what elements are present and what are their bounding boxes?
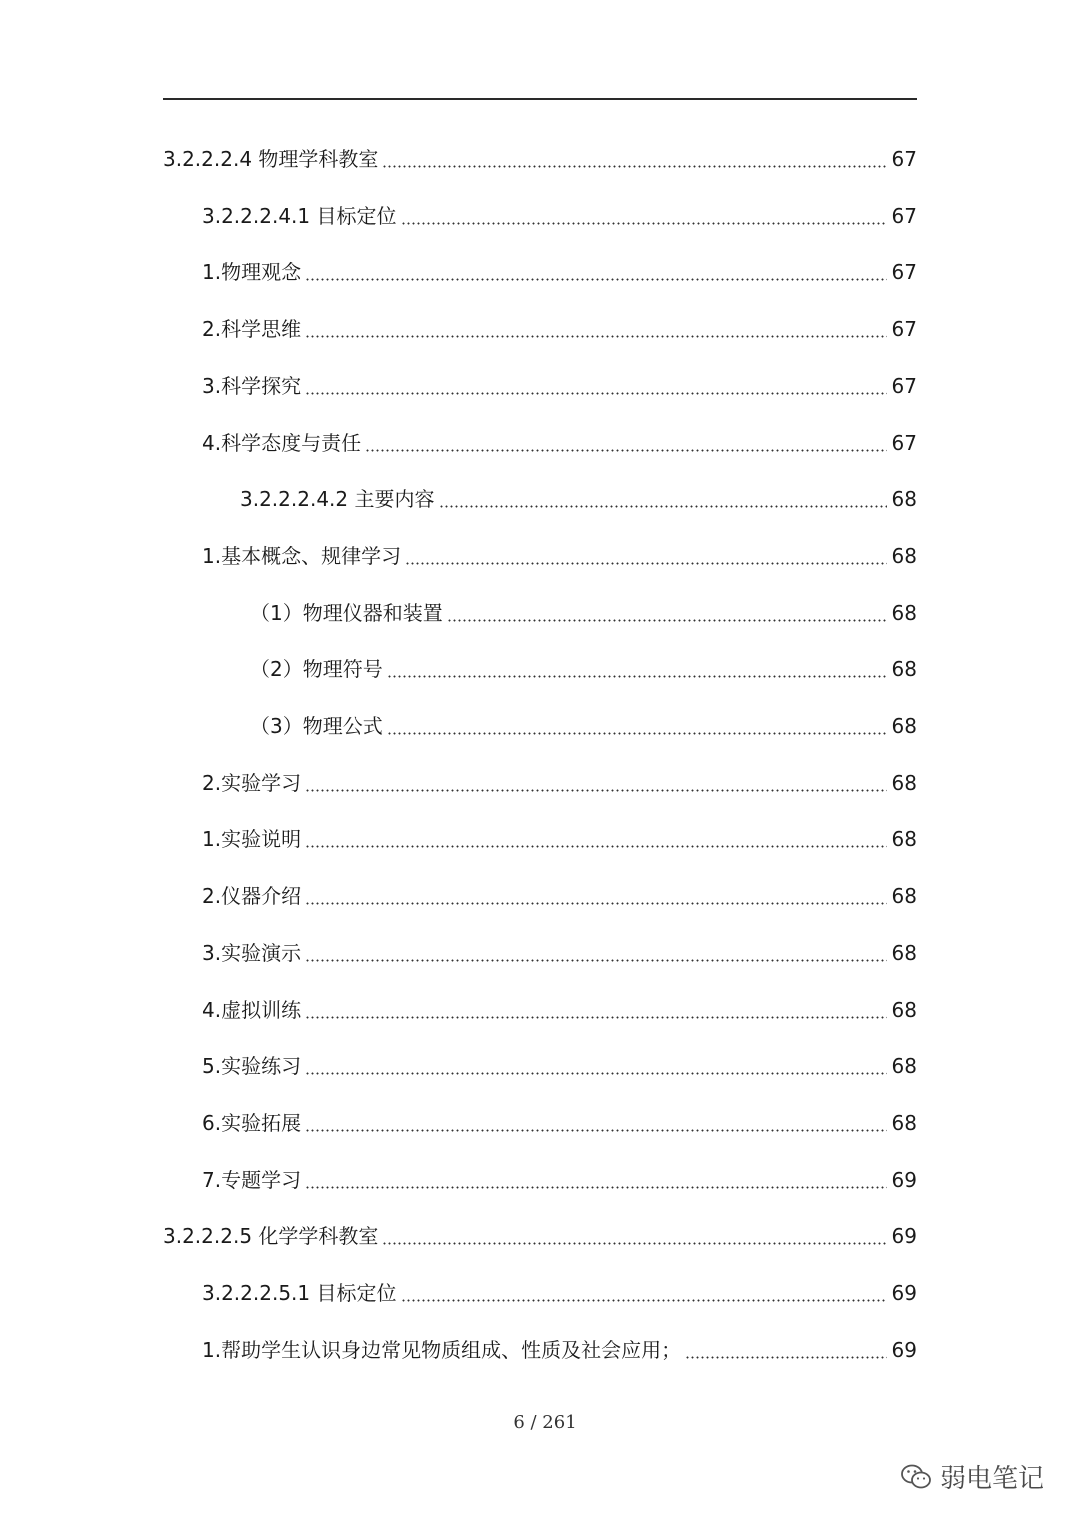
watermark-text: 弱电笔记 [939,1464,1044,1494]
toc-entry-label: 3.2.2.2.4 物理学科教室 [163,147,379,171]
toc-entry-label: 2.仪器介绍 [202,884,302,908]
toc-entry[interactable] [202,763,917,803]
toc-entry[interactable] [250,593,917,633]
toc-dot-leader [401,1285,888,1305]
toc-dot-leader [387,718,887,738]
toc-entry-label: 1.实验说明 [202,827,302,851]
toc-entry-page: 68 [891,998,917,1022]
toc-entry-label: 3.2.2.2.5.1 目标定位 [202,1281,397,1305]
toc-entry[interactable] [202,876,917,916]
toc-dot-leader [401,208,888,228]
toc-entry-page: 69 [891,1168,917,1192]
toc-dot-leader [305,945,887,965]
toc-dot-leader [382,1228,887,1248]
toc-dot-leader [305,321,887,341]
toc-dot-leader [305,1002,887,1022]
toc-entry-label: 4.虚拟训练 [202,998,302,1022]
toc-entry[interactable] [240,479,917,519]
header-rule [163,98,917,100]
toc-entry-page: 68 [891,657,917,681]
toc-dot-leader [439,491,888,511]
toc-dot-leader [365,435,887,455]
toc-entry[interactable] [202,252,917,292]
toc-entry-page: 67 [891,204,917,228]
toc-entry[interactable] [202,1330,917,1370]
toc-entry-page: 67 [891,317,917,341]
toc-dot-leader [382,151,887,171]
toc-dot-leader [305,378,887,398]
toc-entry-label: （3）物理公式 [250,714,383,738]
toc-entry[interactable] [202,1273,917,1313]
toc-dot-leader [305,831,887,851]
toc-entry[interactable] [202,990,917,1030]
toc-entry-label: 1.基本概念、规律学习 [202,544,402,568]
toc-entry[interactable] [202,423,917,463]
toc-entry-label: 3.实验演示 [202,941,302,965]
toc-entry-label: （2）物理符号 [250,657,383,681]
toc-entry[interactable] [202,366,917,406]
toc-entry[interactable] [202,1160,917,1200]
toc-entry-page: 68 [891,827,917,851]
toc-dot-leader [405,548,887,568]
toc-entry[interactable] [250,706,917,746]
toc-entry-label: （1）物理仪器和装置 [250,601,443,625]
toc-entry-label: 1.帮助学生认识身边常见物质组成、性质及社会应用； [202,1338,682,1362]
toc-entry[interactable] [202,309,917,349]
toc-dot-leader [685,1342,887,1362]
toc-entry-page: 67 [891,374,917,398]
toc-entry-page: 68 [891,1111,917,1135]
toc-entry-label: 3.科学探究 [202,374,302,398]
toc-entry-page: 68 [891,544,917,568]
toc-entry-page: 68 [891,714,917,738]
watermark [900,1458,1044,1495]
toc-entry-page: 68 [891,771,917,795]
toc-entry-label: 5.实验练习 [202,1054,302,1078]
toc-entry-label: 2.实验学习 [202,771,302,795]
toc-dot-leader [305,264,887,284]
toc-entry-label: 3.2.2.2.4.2 主要内容 [240,487,435,511]
toc-entry-page: 68 [891,1054,917,1078]
toc-entry-page: 67 [891,147,917,171]
toc-dot-leader [447,605,887,625]
toc-entry[interactable] [202,196,917,236]
toc-dot-leader [305,1115,887,1135]
toc-entry-page: 69 [891,1338,917,1362]
toc-entry-label: 6.实验拓展 [202,1111,302,1135]
toc-entry[interactable] [163,139,917,179]
toc-entry-page: 68 [891,601,917,625]
toc-entry[interactable] [202,819,917,859]
toc-entry-page: 67 [891,260,917,284]
toc-entry-label: 3.2.2.2.4.1 目标定位 [202,204,397,228]
toc-entry[interactable] [202,536,917,576]
toc-entry[interactable] [202,1103,917,1143]
toc-entry-label: 7.专题学习 [202,1168,302,1192]
toc-entry-page: 67 [891,431,917,455]
toc-entry-label: 3.2.2.2.5 化学学科教室 [163,1224,379,1248]
toc-entry-page: 68 [891,941,917,965]
toc-dot-leader [305,775,887,795]
toc-entry-label: 1.物理观念 [202,260,302,284]
page-number: 6 / 261 [513,1412,577,1433]
toc-entry-page: 69 [891,1281,917,1305]
toc-entry-page: 68 [891,884,917,908]
toc-entry-page: 68 [891,487,917,511]
toc-entry[interactable] [202,933,917,973]
toc-dot-leader [305,888,887,908]
toc-entry[interactable] [202,1046,917,1086]
toc-entry[interactable] [250,649,917,689]
toc-entry-label: 2.科学思维 [202,317,302,341]
toc-dot-leader [387,661,887,681]
toc-entry-page: 69 [891,1224,917,1248]
toc-dot-leader [305,1058,887,1078]
toc-entry[interactable] [163,1216,917,1256]
toc-dot-leader [305,1172,887,1192]
toc-entry-label: 4.科学态度与责任 [202,431,362,455]
wechat-icon [900,1463,932,1491]
